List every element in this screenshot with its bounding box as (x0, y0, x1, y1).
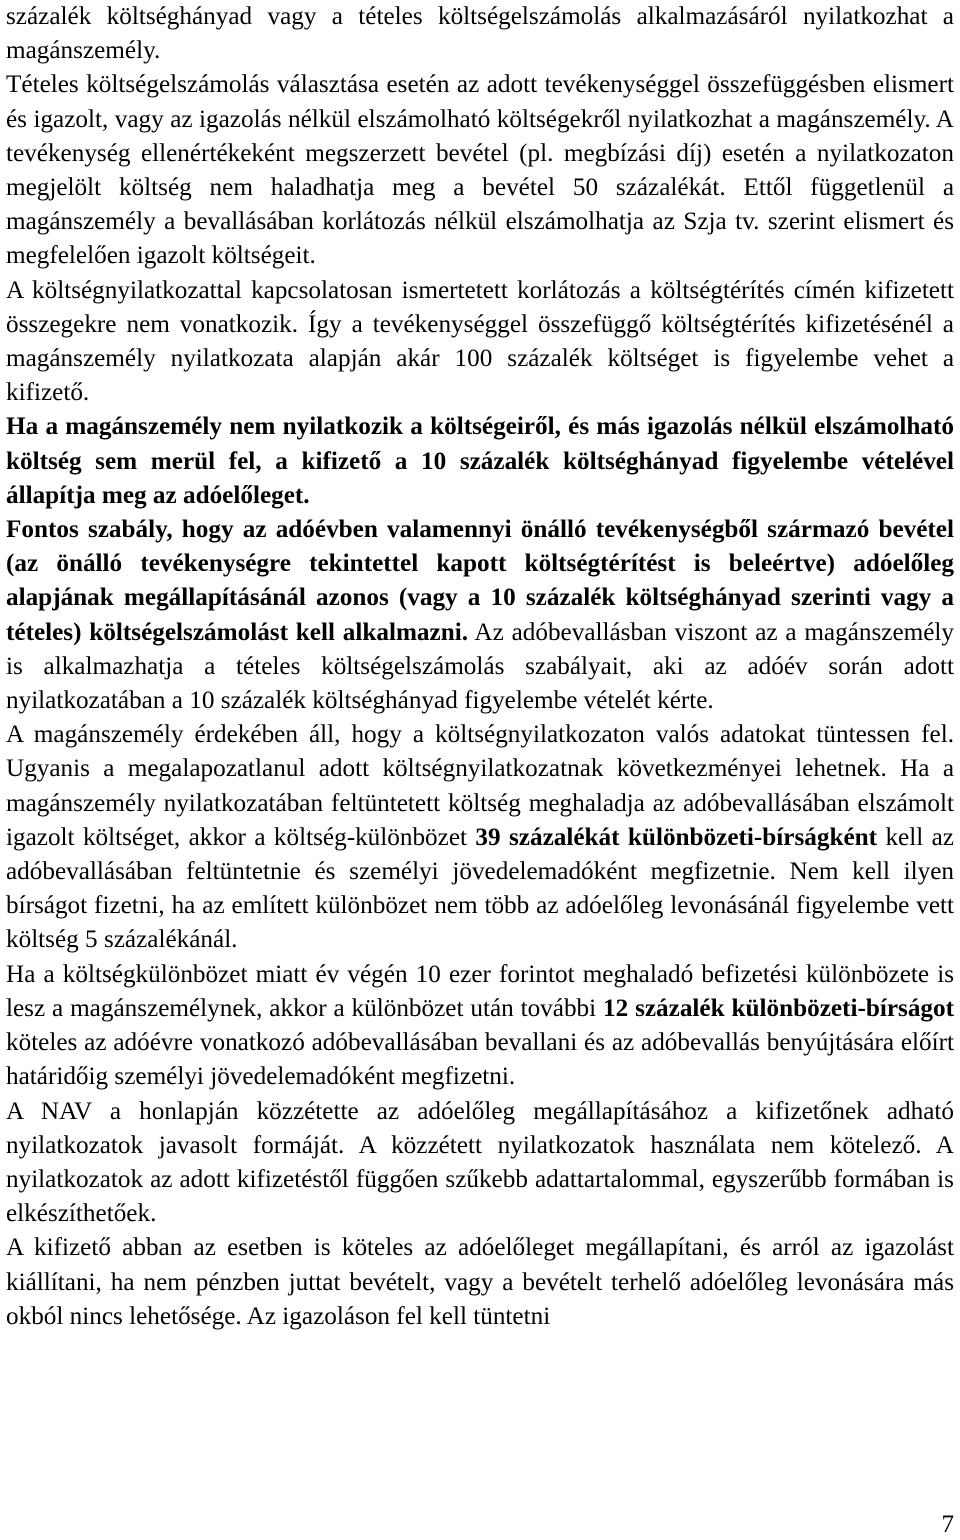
text-run: A költségnyilatkozattal kapcsolatosan ismertetett korlátozás a költségtérítés címén kifizetett összegekre nem vonatkozik. Így a tevékenységgel összefüggő költségtérítés kifizetésénél a magánszemély nyilatkozata alapján akár 100 százalék költséget is figyelembe vehet a kifizető. (6, 276, 954, 407)
text-run: százalék költséghányad vagy a tételes költségelszámolás alkalmazásáról nyilatkozhat a magánszemély. (6, 3, 954, 65)
bold-text-run: Ha a magánszemély nem nyilatkozik a költségeiről, és más igazolás nélkül elszámolható költség sem merül fel, a kifizető a 10 százalék költséghányad figyelembe vételével állapítja meg az adóelőleget. (6, 413, 954, 509)
text-run: A kifizető abban az esetben is köteles az adóelőleget megállapítani, és arról az igazolást kiállítani, ha nem pénzben juttat bevételt, vagy a bevételt terhelő adóelőleg levonására más okból nincs lehetősége. Az igazoláson fel kell tüntetni (6, 1234, 954, 1330)
paragraph (6, 274, 954, 411)
document-body (6, 0, 954, 1334)
bold-text-run: 39 százalékát különbözeti-bírságként (475, 823, 878, 851)
paragraph (6, 958, 954, 1095)
text-run: köteles az adóévre vonatkozó adóbevallásában bevallani és az adóbevallás benyújtására előírt határidőig személyi jövedelemadóként megfizetni. (6, 1029, 954, 1091)
paragraph (6, 0, 954, 68)
paragraph (6, 1095, 954, 1232)
bold-text-run: Fontos szabály, hogy az adóévben valamennyi önálló tevékenységből származó bevétel (az önálló tevékenységre tekintettel kapott költségtérítést is beleértve) adóelőleg alapjának megállapításánál azonos (vagy a 10 százalék költséghányad szerinti vagy a tételes) költségelszámolást kell alkalmazni. (6, 516, 954, 646)
paragraph (6, 68, 954, 273)
document-page (6, 0, 954, 1334)
paragraph (6, 1231, 954, 1334)
text-run: A magánszemély érdekében áll, hogy a költségnyilatkozaton valós adatokat tüntessen fel. Ugyanis a megalapozatlanul adott költségnyilatkozatnak következményei lehetnek. Ha a magánszemély nyilatkozatában feltüntetett költség meghaladja az adóbevallásában elszámolt igazolt költséget, akkor a költség-különbözet (6, 721, 954, 851)
text-run: Tételes költségelszámolás választása esetén az adott tevékenységgel összefüggésben elismert és igazolt, vagy az igazolás nélkül elszámolható költségekről nyilatkozhat a magánszemély. A tevékenység ellenértékeként megszerzett bevétel (pl. megbízási díj) esetén a nyilatkozaton megjelölt költség nem haladhatja meg a bevétel 50 százalékát. Ettől függetlenül a magánszemély a bevallásában korlátozás nélkül elszámolhatja az Szja tv. szerint elismert és megfelelően igazolt költségeit. (6, 71, 954, 270)
bold-text-run: 12 százalék különbözeti-bírságot (603, 994, 954, 1022)
paragraph (6, 410, 954, 513)
text-run: Az adóbevallásban viszont az a magánszemély is alkalmazhatja a tételes költségelszámolás szabályait, aki az adóév során adott nyilatkozatában a 10 százalék költséghányad figyelembe vételét kérte. (6, 618, 955, 715)
page-number: 7 (941, 1511, 954, 1538)
text-run: A NAV a honlapján közzétette az adóelőleg megállapításához a kifizetőnek adható nyilatkozatok javasolt formáját. A közzétett nyilatkozatok használata nem kötelező. A nyilatkozatok az adott kifizetéstől függően szűkebb adattartalommal, egyszerűbb formában is elkészíthetőek. (6, 1097, 954, 1228)
text-run: Ha a költségkülönbözet miatt év végén 10 ezer forintot meghaladó befizetési különbözete is lesz a magánszemélynek, akkor a különbözet után további (6, 960, 954, 1022)
paragraph (6, 513, 954, 718)
paragraph (6, 718, 954, 957)
text-run: kell az adóbevallásában feltüntetnie és személyi jövedelemadóként megfizetnie. Nem kell ilyen bírságot fizetni, ha az említett különbözet nem több az adóelőleg levonásánál figyelembe vett költség 5 százalékánál. (6, 823, 954, 954)
